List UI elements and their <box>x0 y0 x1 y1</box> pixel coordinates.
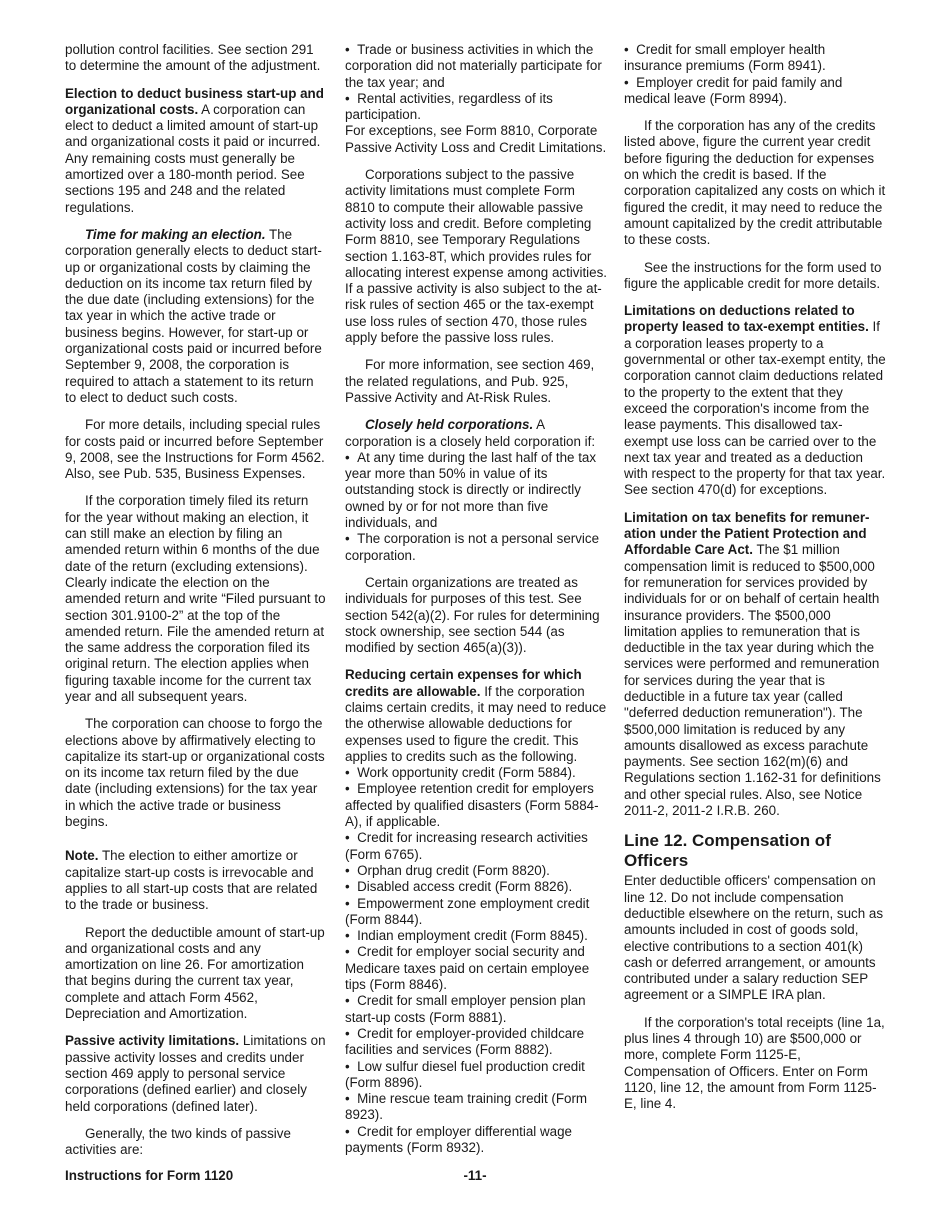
list-item: • Employer credit for paid family and medical leave (Form 8994). <box>624 75 886 108</box>
heading-closely-held: Closely held corporations. <box>365 417 534 433</box>
list-item: • Credit for small employer health insurance premiums (Form 8941). <box>624 42 886 75</box>
heading-passive-activity: Passive activity limitations. <box>65 1033 240 1049</box>
heading-remuneration-limit: Limitation on tax benefits for remuner-ation under the Patient Protection and Affordable Care Act. <box>624 509 870 558</box>
paragraph: Corporations subject to the passive activity limitations must complete Form 8810 to compute their allowable passive activity loss and credit. Before completing Form 8810, see Temporary Regulations section 1.163-8T, which provides rules for allocating interest expense among activities. If a passive activity is also subject to the at-risk rules of section 465 or the tax-exempt use loss rules of section 470, those rules apply before the passive loss rules. <box>345 167 608 346</box>
list-item: • The corporation is not a personal service corporation. <box>345 531 607 564</box>
list-item: • Work opportunity credit (Form 5884). <box>345 765 607 781</box>
footer-form-title: Instructions for Form 1120 <box>65 1168 234 1183</box>
list-item: • Credit for employer social security and Medicare taxes paid on certain employee tips (Form 8846). <box>345 944 607 993</box>
paragraph: pollution control facilities. See section 291 to determine the amount of the adjustment. <box>65 42 321 74</box>
paragraph: Report the deductible amount of start-up and organizational costs and any amortization on line 26. For amortization that begins during the current tax year, complete and attach Form 4562, Depreciation and Amortization. <box>65 924 325 1022</box>
list-item: • At any time during the last half of the tax year more than 50% in value of its outstanding stock is directly or indirectly owned by or for not more than five individuals, and <box>345 450 607 531</box>
heading-reducing-expenses: Reducing certain expenses for which credits are allowable. <box>345 667 582 699</box>
paragraph: Enter deductible officers' compensation on line 12. Do not include compensation deductible elsewhere on the return, such as amounts included in cost of goods sold, elective contributions to a section 401(k) cash or deferred arrangement, or amounts contributed under a salary reduction SEP agreement or a SIMPLE IRA plan. <box>624 873 884 1003</box>
paragraph-leased-property: Limitations on deductions related to property leased to tax-exempt entities. If a corporation leases property to a governmental or other tax-exempt entity, the corporation cannot claim deductions related to the property to the extent that they exceed the corporation's income from the lease payments. This disallowed tax-exempt use loss can be carried over to the next tax year and treated as a deduction with respect to the property for that tax year. See section 470(d) for exceptions. <box>624 303 886 498</box>
paragraph-remuneration-limit: Limitation on tax benefits for remuner-ation under the Patient Protection and Affordable Care Act. The $1 million compensation limit is reduced to $500,000 for remuneration for services provided by individuals for or on behalf of certain health insurance providers. The $500,000 limitation applies to remuneration that is deductible in the tax year during which the services were performed and remuneration for services during the year that is deductible in a future tax year (called "deferred deduction remuneration"). The $500,000 limitation is reduced by any amounts disallowed as excess parachute payments. See section 162(m)(6) and Regulations section 1.162-31 for definitions and other special rules. Also, see Notice 2011-2, 2011-2 I.R.B. 260. <box>624 509 881 819</box>
paragraph-note: Note. The election to either amortize or capitalize start-up costs is irrevocable and applies to all start-up costs that are related to the trade or business. <box>65 848 318 913</box>
list-item: • Credit for small employer pension plan start-up costs (Form 8881). <box>345 993 607 1026</box>
column-middle <box>345 42 607 1156</box>
list-item: • Mine rescue team training credit (Form 8923). <box>345 1091 607 1124</box>
list-item: • Credit for increasing research activities (Form 6765). <box>345 830 607 863</box>
paragraph-passive-activity: Passive activity limitations. Limitations on passive activity losses and credits under section 469 apply to personal service corporations (defined earlier) and closely held corporations (defined later). <box>65 1033 326 1114</box>
paragraph-closely-held: Closely held corporations. A corporation is a closely held corporation if: <box>345 417 596 449</box>
paragraph-reducing-expenses: Reducing certain expenses for which credits are allowable. If the corporation claims certain credits, it may need to reduce the otherwise allowable deductions for expenses used to figure the credit. This applies to credits such as the following. <box>345 667 607 764</box>
list-item: • Empowerment zone employment credit (Form 8844). <box>345 896 607 929</box>
paragraph: See the instructions for the form used to figure the applicable credit for more details. <box>624 259 882 291</box>
paragraph-startup-election: Election to deduct business start-up and organizational costs. A corporation can elect to deduct a limited amount of start-up and organizational costs it paid or incurred. Any remaining costs must generally be amortized over a 180-month period. See sections 195 and 248 and the related regulations. <box>65 85 324 215</box>
note-label: Note. <box>65 848 99 864</box>
paragraph: For more information, see section 469, the related regulations, and Pub. 925, Passive Activity and At-Risk Rules. <box>345 357 595 405</box>
heading-leased-property: Limitations on deductions related to property leased to tax-exempt entities. <box>624 303 869 335</box>
paragraph: If the corporation's total receipts (line 1a, plus lines 4 through 10) are $500,000 or more, complete Form 1125-E, Compensation of Officers. Enter on Form 1120, line 12, the amount from Form 1125-E, line 4. <box>624 1014 885 1112</box>
list-item: • Rental activities, regardless of its participation. <box>345 91 607 124</box>
heading-time-election: Time for making an election. <box>85 226 266 242</box>
paragraph: Generally, the two kinds of passive activities are: <box>65 1125 291 1158</box>
list-item: • Indian employment credit (Form 8845). <box>345 928 607 944</box>
list-item: • Trade or business activities in which the corporation did not materially participate for the tax year; and <box>345 42 607 91</box>
list-item: • Credit for employer differential wage payments (Form 8932). <box>345 1124 607 1157</box>
column-right <box>624 42 886 1113</box>
list-item: • Employee retention credit for employers affected by qualified disasters (Form 5884-A), if applicable. <box>345 781 607 830</box>
paragraph: If the corporation has any of the credits listed above, figure the current year credit before figuring the deduction for expenses on which the credit is based. If the corporation capitalized any costs on which it figured the credit, it may need to reduce the amount capitalized by the credit attributable to these costs. <box>624 118 886 248</box>
list-item: • Credit for employer-provided childcare facilities and services (Form 8882). <box>345 1026 607 1059</box>
column-left <box>65 42 327 1158</box>
paragraph: Certain organizations are treated as individuals for purposes of this test. See section 542(a)(2). For rules for determining stock ownership, see section 544 (as modified by section 465(a)(3)). <box>345 574 600 656</box>
paragraph: For exceptions, see Form 8810, Corporate Passive Activity Loss and Credit Limitations. <box>345 123 607 155</box>
list-item: • Orphan drug credit (Form 8820). <box>345 863 607 879</box>
paragraph: The corporation can choose to forgo the elections above by affirmatively electing to capitalize its start-up or organizational costs on its income tax return filed by the due date (including extensions) for the tax year in which the active trade or business begins. <box>65 716 325 830</box>
page-number: -11- <box>463 1168 487 1183</box>
section-heading-line-12: Line 12. Compensation of Officers <box>624 831 831 871</box>
paragraph: If the corporation timely filed its return for the year without making an election, it can still make an election by filing an amended return within 6 months of the due date of the return (excluding extensions). Clearly indicate the election on the amended return and write “Filed pursuant to section 301.9100-2” at the top of the amended return. File the amended return at the same address the corporation filed its original return. The election applies when figuring taxable income for the current tax year and all subsequent years. <box>65 493 326 704</box>
list-item: • Low sulfur diesel fuel production credit (Form 8896). <box>345 1059 607 1092</box>
heading-startup-election: Election to deduct business start-up and organizational costs. <box>65 85 324 117</box>
paragraph: For more details, including special rules for costs paid or incurred before September 9, 2008, see the Instructions for Form 4562. Also, see Pub. 535, Business Expenses. <box>65 417 325 482</box>
paragraph-time-election: Time for making an election. The corporation generally elects to deduct start-up or organizational costs by claiming the deduction on its income tax return filed by the due date (including extensions) for the tax year in which the active trade or business begins. However, for start-up or organizational costs paid or incurred before September 9, 2008, the corporation is required to attach a statement to its return to elect to deduct such costs. <box>65 226 322 405</box>
list-item: • Disabled access credit (Form 8826). <box>345 879 607 895</box>
